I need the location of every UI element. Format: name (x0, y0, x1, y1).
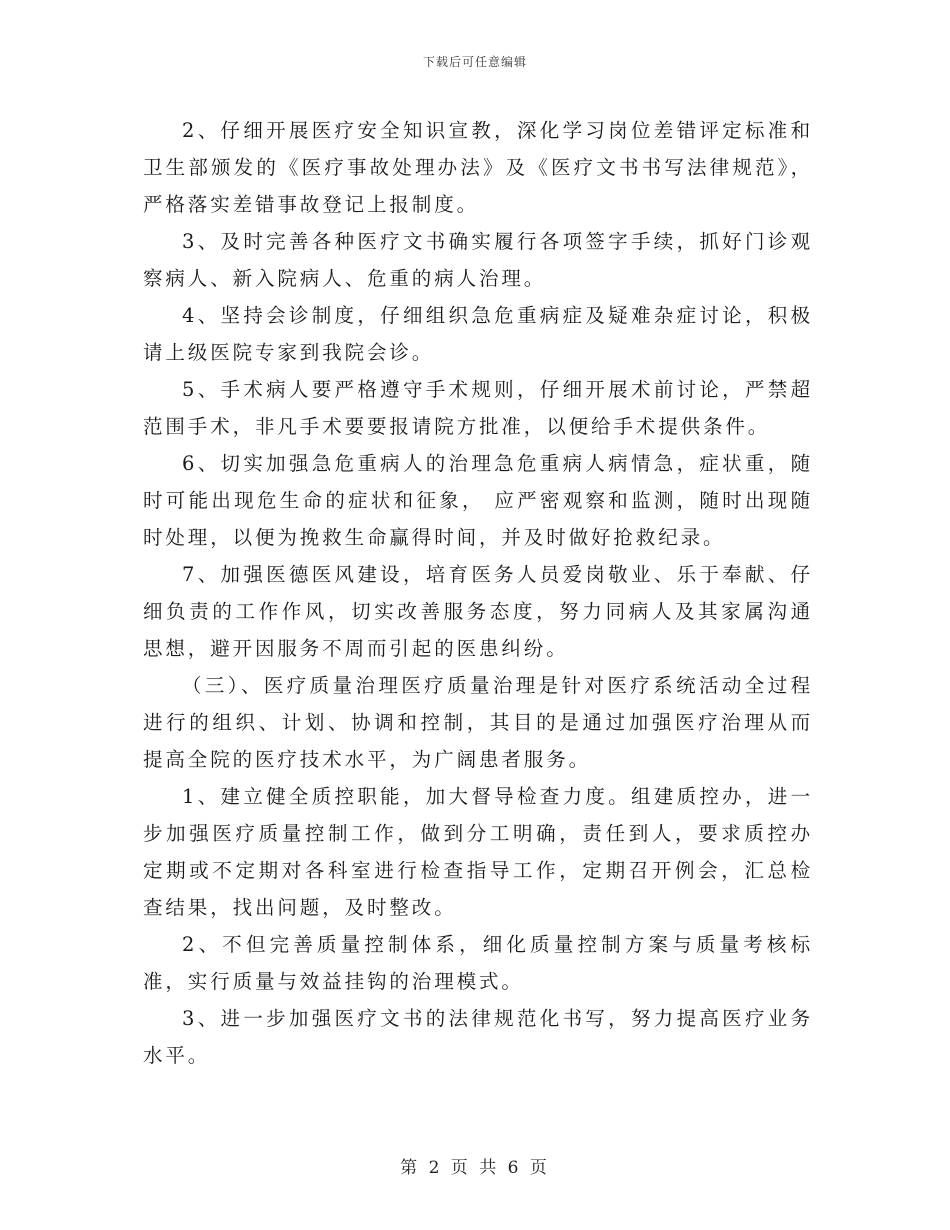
paragraph: 6、切实加强急危重病人的治理急危重病人病情急，症状重，随时可能出现危生命的症状和征象， 应严密观察和监测，随时出现随时处理，以便为挽救生命赢得时间，并及时做好抢救纪录。 (143, 452, 813, 549)
paragraph: 7、加强医德医风建设，培育医务人员爱岗敬业、乐于奉献、仔细负责的工作作风，切实改善服务态度，努力同病人及其家属沟通思想，避开因服务不周而引起的医患纠纷。 (143, 563, 813, 660)
paragraph: 2、不但完善质量控制体系，细化质量控制方案与质量考核标准，实行质量与效益挂钩的治理模式。 (143, 933, 813, 993)
paragraph: 1、建立健全质控职能，加大督导检查力度。组建质控办，进一步加强医疗质量控制工作，做到分工明确，责任到人，要求质控办定期或不定期对各科室进行检查指导工作，定期召开例会，汇总检查结果，找出问题，及时整改。 (143, 785, 813, 919)
paragraph: 3、进一步加强医疗文书的法律规范化书写，努力提高医疗业务水平。 (143, 1007, 813, 1067)
paragraph: 5、手术病人要严格遵守手术规则，仔细开展术前讨论，严禁超范围手术，非凡手术要要报请院方批准，以便给手术提供条件。 (143, 378, 813, 438)
document-body (143, 112, 813, 1074)
paragraph: 2、仔细开展医疗安全知识宣教，深化学习岗位差错评定标准和卫生部颁发的《医疗事故处理办法》及《医疗文书书写法律规范》，严格落实差错事故登记上报制度。 (143, 119, 813, 216)
paragraph: 4、坚持会诊制度，仔细组织急危重病症及疑难杂症讨论，积极请上级医院专家到我院会诊。 (143, 304, 813, 364)
page-header: 下载后可任意编辑 (422, 55, 527, 69)
paragraph: （三）、医疗质量治理医疗质量治理是针对医疗系统活动全过程进行的组织、计划、协调和控制，其目的是通过加强医疗治理从而提高全院的医疗技术水平，为广阔患者服务。 (143, 674, 813, 771)
paragraph: 3、及时完善各种医疗文书确实履行各项签字手续，抓好门诊观察病人、新入院病人、危重的病人治理。 (143, 230, 813, 290)
page-number-footer: 第 2 页 共 6 页 (400, 1158, 550, 1178)
